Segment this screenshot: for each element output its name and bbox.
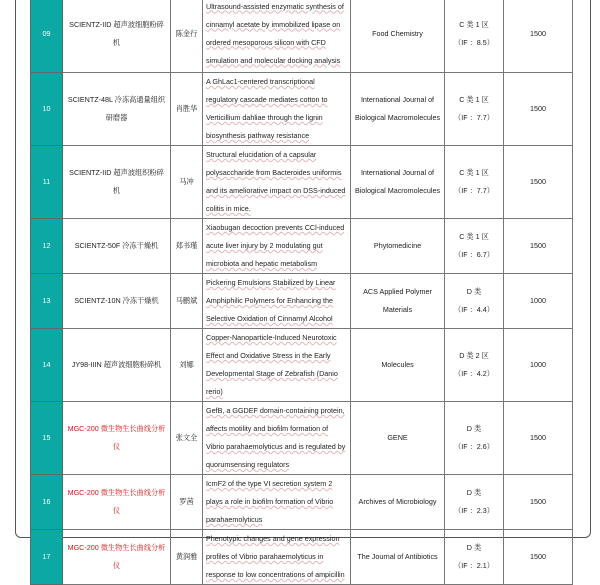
row-number: 11 bbox=[31, 146, 63, 219]
category-cell bbox=[445, 475, 504, 530]
impact-factor: （IF ：6.7） bbox=[454, 250, 494, 259]
paper-title-cell bbox=[203, 274, 351, 329]
journal-cell: Archives of Microbiology bbox=[351, 475, 445, 530]
equipment-cell: JY98-IIIN 超声波细胞粉碎机 bbox=[63, 329, 171, 402]
category-cell bbox=[445, 146, 504, 219]
paper-title-cell bbox=[203, 0, 351, 73]
impact-factor: （IF ：4.2） bbox=[454, 369, 494, 378]
journal-cell: International Journal of Biological Macromolecules bbox=[351, 73, 445, 146]
category-cell bbox=[445, 274, 504, 329]
author-cell: 张文全 bbox=[171, 402, 203, 475]
author-cell: 郑书瑾 bbox=[171, 219, 203, 274]
category: D 类 2 区 bbox=[459, 351, 489, 360]
publication-table bbox=[30, 0, 573, 585]
paper-title-cell bbox=[203, 329, 351, 402]
paper-title: Ultrasound-assisted enzymatic synthesis of cinnamyl acetate by immobilized lipase on ordered mesoporous silicon with CFD simulation and molecular docking analysis bbox=[206, 1, 344, 65]
paper-title: Copper-Nanoparticle-Induced Neurotoxic Effect and Oxidative Stress in the Early Developmental Stage of Zebrafish (Danio rerio) bbox=[206, 333, 338, 396]
impact-factor: （IF ：2.6） bbox=[454, 442, 494, 451]
paper-title: A GhLac1-centered transcriptional regulatory cascade mediates cotton to Verticillium dahliae through the lignin biosynthesis pathway resistance bbox=[206, 77, 328, 140]
row-number: 16 bbox=[31, 475, 63, 530]
author-cell: 马鹏斌 bbox=[171, 274, 203, 329]
row-number: 09 bbox=[31, 0, 63, 73]
amount-cell: 1500 bbox=[504, 402, 573, 475]
amount-cell: 1500 bbox=[504, 530, 573, 585]
category-cell bbox=[445, 73, 504, 146]
paper-title-cell bbox=[203, 219, 351, 274]
paper-title: Structural elucidation of a capsular polysaccharide from Bacteroides uniformis and its ameliorative impact on DSS-induced colitis in mice. bbox=[206, 150, 346, 213]
category-cell bbox=[445, 402, 504, 475]
amount-cell: 1000 bbox=[504, 274, 573, 329]
category-cell bbox=[445, 0, 504, 73]
category: D 类 bbox=[466, 424, 482, 433]
journal-cell: The Journal of Antibiotics bbox=[351, 530, 445, 585]
table-row bbox=[31, 146, 573, 219]
amount-cell: 1500 bbox=[504, 219, 573, 274]
journal-cell: GENE bbox=[351, 402, 445, 475]
journal-cell: International Journal of Biological Macromolecules bbox=[351, 146, 445, 219]
category: D 类 bbox=[466, 543, 482, 552]
impact-factor: （IF ：2.1） bbox=[454, 561, 494, 570]
equipment-cell: SCIENTZ-10N 冷冻干燥机 bbox=[63, 274, 171, 329]
category: D 类 bbox=[466, 488, 482, 497]
row-number: 13 bbox=[31, 274, 63, 329]
category: C 类 1 区 bbox=[459, 168, 489, 177]
paper-title: Phenotypic changes and gene expression profiles of Vibrio parahaemolyticus in response to low concentrations of ampicillin bbox=[206, 534, 345, 579]
paper-title-cell bbox=[203, 530, 351, 585]
equipment-cell: MGC-200 微生物生长曲线分析仪 bbox=[63, 475, 171, 530]
amount-cell: 1500 bbox=[504, 73, 573, 146]
journal-cell: Phytomedicine bbox=[351, 219, 445, 274]
category-cell bbox=[445, 219, 504, 274]
category: D 类 bbox=[466, 287, 482, 296]
row-number: 10 bbox=[31, 73, 63, 146]
journal-cell: Food Chemistry bbox=[351, 0, 445, 73]
impact-factor: （IF ：7.7） bbox=[454, 113, 494, 122]
equipment-cell: SCIENTZ-IID 超声波组织粉碎机 bbox=[63, 146, 171, 219]
table-row bbox=[31, 219, 573, 274]
author-cell: 黄润雅 bbox=[171, 530, 203, 585]
table-row bbox=[31, 73, 573, 146]
paper-title: Xiaobugan decoction prevents CCl-induced acute liver injury by 2 modulating gut microbiota and hepatic metabolism bbox=[206, 223, 345, 268]
equipment-cell: SCIENTZ-48L 冷冻高通量组织研磨器 bbox=[63, 73, 171, 146]
author-cell: 陈金行 bbox=[171, 0, 203, 73]
row-number: 12 bbox=[31, 219, 63, 274]
paper-title-cell bbox=[203, 146, 351, 219]
journal-cell: ACS Applied Polymer Materials bbox=[351, 274, 445, 329]
row-number: 14 bbox=[31, 329, 63, 402]
paper-title: GefB, a GGDEF domain-containing protein, affects motility and biofilm formation of Vibrio parahaemolyticus and is regulated by quorumsensing regulators bbox=[206, 406, 346, 469]
paper-title-cell bbox=[203, 402, 351, 475]
author-cell: 罗茜 bbox=[171, 475, 203, 530]
paper-title-cell bbox=[203, 475, 351, 530]
table-row bbox=[31, 274, 573, 329]
table-row bbox=[31, 402, 573, 475]
table-row bbox=[31, 0, 573, 73]
paper-title: Pickering Emulsions Stabilized by Linear Amphiphilic Polymers for Enhancing the Selective Oxidation of Cinnamyl Alcohol bbox=[206, 278, 336, 323]
row-number: 15 bbox=[31, 402, 63, 475]
table-row bbox=[31, 530, 573, 585]
amount-cell: 1500 bbox=[504, 146, 573, 219]
category: C 类 1 区 bbox=[459, 19, 489, 29]
author-cell: 肖胜华 bbox=[171, 73, 203, 146]
author-cell: 刘娜 bbox=[171, 329, 203, 402]
table-row bbox=[31, 475, 573, 530]
author-cell: 马冲 bbox=[171, 146, 203, 219]
category: C 类 1 区 bbox=[459, 232, 489, 241]
row-number: 17 bbox=[31, 530, 63, 585]
impact-factor: （IF ：8.5） bbox=[454, 37, 494, 47]
equipment-cell: MGC-200 微生物生长曲线分析仪 bbox=[63, 530, 171, 585]
journal-cell: Molecules bbox=[351, 329, 445, 402]
impact-factor: （IF ：2.3） bbox=[454, 506, 494, 515]
impact-factor: （IF ：4.4） bbox=[454, 305, 494, 314]
equipment-cell: MGC-200 微生物生长曲线分析仪 bbox=[63, 402, 171, 475]
equipment-cell: SCIENTZ-50F 冷冻干燥机 bbox=[63, 219, 171, 274]
table-row bbox=[31, 329, 573, 402]
category-cell bbox=[445, 530, 504, 585]
category: C 类 1 区 bbox=[459, 95, 489, 104]
impact-factor: （IF ：7.7） bbox=[454, 186, 494, 195]
paper-title-cell bbox=[203, 73, 351, 146]
equipment-cell: SCIENTZ-IID 超声波细胞粉碎机 bbox=[63, 0, 171, 73]
amount-cell: 1500 bbox=[504, 0, 573, 73]
category-cell bbox=[445, 329, 504, 402]
amount-cell: 1000 bbox=[504, 329, 573, 402]
amount-cell: 1500 bbox=[504, 475, 573, 530]
paper-title: IcmF2 of the type VI secretion system 2 plays a role in biofilm formation of Vibrio parahaemolyticus bbox=[206, 479, 334, 524]
